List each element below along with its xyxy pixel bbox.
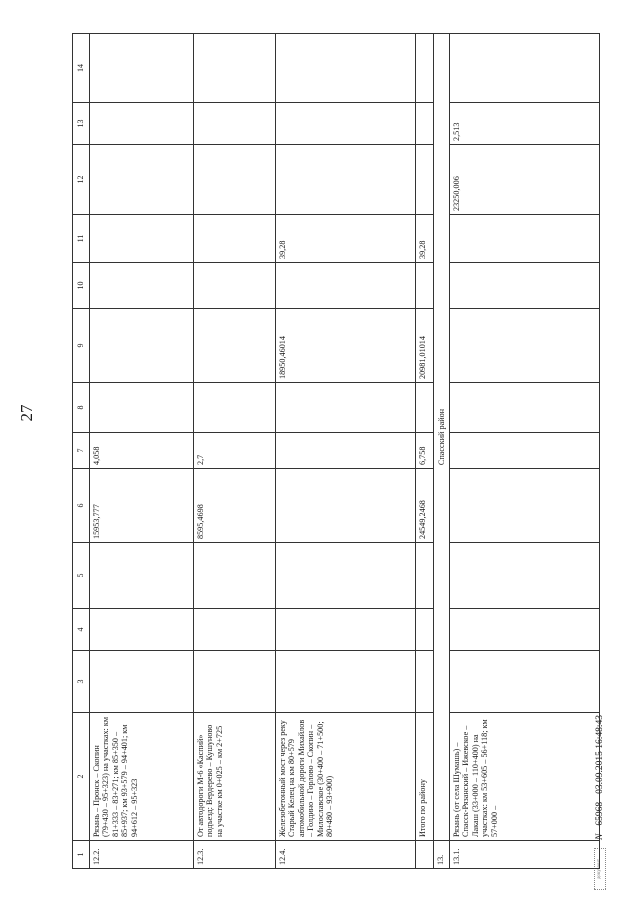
col-header: 1 [73,841,90,869]
col-header: 14 [73,34,90,103]
col-header: 9 [73,309,90,383]
road-description: Рязань (от села Шумашь) – Спасск-Рязанский – Ижевское – Лакаш (33+000 – 110+400) на участках: км 53+605 – 56+118; км 57+000 – [450,713,600,841]
value-col7: 4,058 [90,433,194,469]
col-header: 13 [73,103,90,145]
value-col6: 8595,4698 [194,469,276,543]
total-label: Итого по району [416,713,434,841]
total-col7: 6,758 [416,433,434,469]
road-description: От автодороги М-6 «Каспий» подъезд: Вердерево – Кушуново на участке км 0+025 – км 2+725 [194,713,276,841]
value-col6: 15953,777 [90,469,194,543]
total-col9: 20981,01014 [416,309,434,383]
col-header: 3 [73,651,90,713]
col-header: 11 [73,215,90,263]
table-row [194,34,276,869]
total-row [416,34,434,869]
row-number: 12.2. [90,841,194,869]
table-row [450,34,600,869]
col-header: 2 [73,713,90,841]
value-col12: 23250,006 [450,145,600,215]
footer-prefix: N [595,833,605,840]
col-header: 10 [73,263,90,309]
document-timestamp: 03.09.2015 16:48:43 [595,715,605,794]
col-header: 6 [73,469,90,543]
row-number: 13.1. [450,841,600,869]
table-row [276,34,416,869]
document-code: 65968 [595,801,605,826]
col-header: 7 [73,433,90,469]
page-number: 27 [17,404,36,422]
column-number-row [73,34,90,869]
value-col11: 39,28 [276,215,416,263]
road-description: Рязань – Пронск – Скопин (79+430 – 95+323) на участках: км 81+333 – 83+271; км 85+350 – 85+937; км 93+579 – 94+401; км 94+612 – 95+323 [90,713,194,841]
row-number: 12.3. [194,841,276,869]
registry-stamp: документ [594,848,606,890]
col-header: 4 [73,609,90,651]
table-row [90,34,194,869]
total-col11: 39,28 [416,215,434,263]
road-description: Железобетонный мост через реку Старый Келец на км 80+579 автомобильной дороги Михайлов – Голдино – Горлово – Скопин – Милославское (30+400 – 71+500; 80+480 – 93+900) [276,713,416,841]
total-col6: 24549,2468 [416,469,434,543]
section-title: Спасский район [434,34,450,841]
data-table [72,33,600,869]
section-number: 13. [434,841,450,869]
value-col7: 2,7 [194,433,276,469]
data-table-rotated [72,34,596,869]
col-header: 12 [73,145,90,215]
section-row [434,34,450,869]
value-col9: 18950,46014 [276,309,416,383]
col-header: 8 [73,383,90,433]
value-col13: 2,513 [450,103,600,145]
row-number: 12.4. [276,841,416,869]
col-header: 5 [73,543,90,609]
